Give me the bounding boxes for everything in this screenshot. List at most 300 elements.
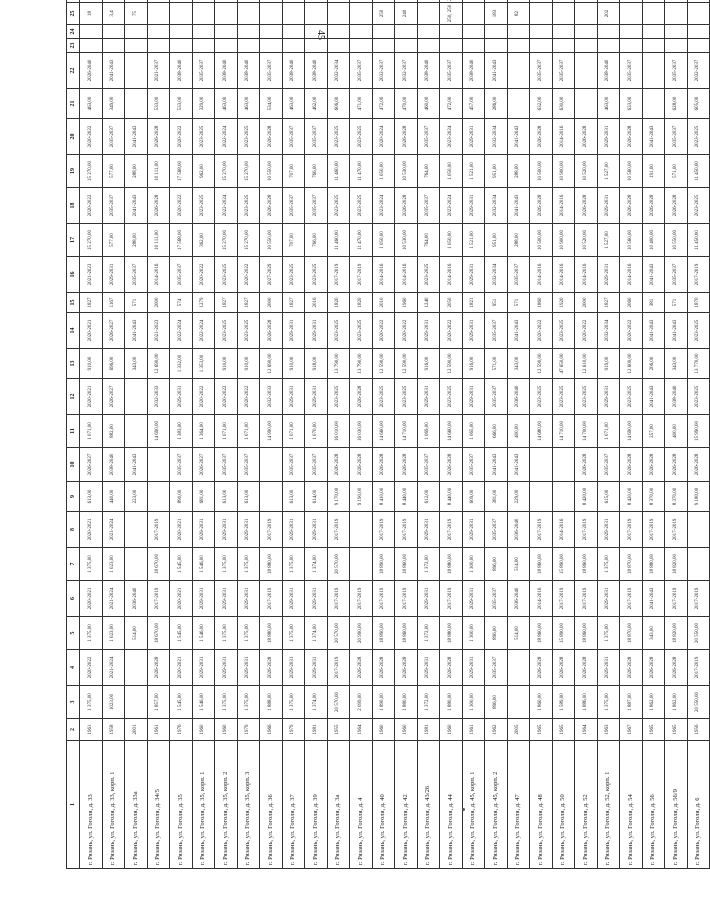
address-cell: г. Рязань, ул. Гоголя, д. 37 — [282, 741, 305, 869]
table-cell: 18 820,00 — [665, 617, 688, 650]
table-cell: 2023-2025 — [687, 313, 710, 349]
table-cell: 577,00 — [102, 155, 125, 188]
header-cell: 7 — [67, 548, 80, 581]
table-cell: 2026-2028 — [440, 650, 463, 686]
table-cell — [440, 25, 463, 39]
table-cell: 2035-2037 — [665, 53, 688, 89]
table-cell: 1820 — [350, 293, 373, 313]
table-cell: 2023-2025 — [687, 379, 710, 415]
table-cell: 10 520,00 — [575, 224, 598, 257]
table-cell: 2026-2028 — [147, 650, 170, 686]
table-cell: 18 880,00 — [440, 548, 463, 581]
table-cell: 2023-2025 — [282, 257, 305, 293]
table-cell: 2026-2028 — [350, 448, 373, 482]
table-cell — [125, 89, 148, 119]
table-cell: 2041-2043 — [125, 448, 148, 482]
table-cell: 2035-2037 — [440, 53, 463, 89]
table-cell — [170, 3, 193, 25]
address-cell: г. Рязань, ул. Гоголя, д. 36 — [260, 741, 283, 869]
table-cell: 1 375,00 — [80, 686, 103, 719]
table-cell: 2038-2040 — [305, 53, 328, 89]
table-cell: 577,00 — [102, 224, 125, 257]
table-cell — [417, 39, 440, 53]
table-cell: 2041-2043 — [125, 119, 148, 155]
table-cell: 2035-2037 — [597, 448, 620, 482]
table-cell: 951 — [485, 293, 508, 313]
table-cell: 2036-2040 — [507, 379, 530, 415]
table-cell: 14 700,00 — [575, 415, 598, 448]
page-number: 45 — [315, 30, 326, 40]
table-cell: 2026-2028 — [620, 188, 643, 224]
table-cell: 1 545,00 — [170, 686, 193, 719]
table-cell: 2026-2028 — [260, 188, 283, 224]
table-row — [192, 0, 215, 869]
table-cell — [530, 0, 553, 3]
table-cell: 1 375,00 — [80, 548, 103, 581]
table-cell: 2035-2037 — [552, 53, 575, 89]
table-cell: 1 375,00 — [237, 548, 260, 581]
table-cell: 463,00 — [80, 89, 103, 119]
table-cell: 2026-2028 — [395, 119, 418, 155]
table-cell: 1 071,00 — [282, 415, 305, 448]
table-cell: 18 670,00 — [147, 548, 170, 581]
table-cell: 1 300,00 — [462, 548, 485, 581]
table-cell: 2017-2019 — [260, 512, 283, 548]
table-cell: 14 710,00 — [552, 415, 575, 448]
table-cell: 2023-2025 — [327, 313, 350, 349]
table-cell — [282, 39, 305, 53]
header-cell: 5 — [67, 617, 80, 650]
table-cell — [620, 25, 643, 39]
table-cell: 1 375,00 — [237, 617, 260, 650]
table-cell: 8 420,00 — [575, 482, 598, 512]
table-cell: 457,00 — [462, 89, 485, 119]
table-cell: 10 500,00 — [530, 224, 553, 257]
table-cell: 2026-2028 — [147, 119, 170, 155]
table-cell: 574 — [170, 293, 193, 313]
table-cell: 2017-2019 — [350, 257, 373, 293]
table-cell — [417, 3, 440, 25]
table-cell: 1 050,00 — [372, 155, 395, 188]
table-cell: 2035-2037 — [215, 448, 238, 482]
table-cell: 2035-2037 — [170, 257, 193, 293]
table-cell: 514,00 — [507, 617, 530, 650]
table-cell: 14 990,00 — [260, 415, 283, 448]
table-cell: 2026-2028 — [350, 379, 373, 415]
table-cell: 2029-2031 — [462, 119, 485, 155]
table-cell: 2023-2025 — [395, 379, 418, 415]
table-cell: 20 550,00 — [687, 617, 710, 650]
table-cell: 1 372,00 — [417, 686, 440, 719]
table-cell — [192, 25, 215, 39]
header-cell: 12 — [67, 379, 80, 415]
table-cell: 2029-2031 — [305, 581, 328, 617]
table-cell: 2023-2025 — [350, 119, 373, 155]
table-cell: 257,00 — [642, 415, 665, 448]
table-cell: 910,00 — [215, 349, 238, 379]
table-cell: 1 383,00 — [170, 415, 193, 448]
table-cell: 8 410,00 — [372, 482, 395, 512]
table-cell: 2023-2025 — [552, 379, 575, 415]
table-cell: 1960 — [440, 719, 463, 741]
table-cell: 183 — [485, 3, 508, 25]
table-cell: 2041-2043 — [642, 119, 665, 155]
table-cell — [237, 25, 260, 39]
table-cell: 1960 — [372, 719, 395, 741]
table-cell: 1 375,00 — [282, 548, 305, 581]
table-cell — [507, 25, 530, 39]
table-cell: 2041-2043 — [125, 188, 148, 224]
header-cell: 22 — [67, 53, 80, 89]
table-cell: 18 — [80, 3, 103, 25]
table-cell: 2023-2025 — [372, 379, 395, 415]
repair-schedule-table — [66, 0, 710, 869]
table-cell: 2022-2024 — [170, 313, 193, 349]
table-row — [620, 0, 643, 869]
table-cell: 288,00 — [507, 155, 530, 188]
table-cell: 2022-2024 — [192, 313, 215, 349]
table-cell: 2026-2028 — [395, 650, 418, 686]
address-cell: г. Рязань, ул. Гоголя, д. 54 — [620, 741, 643, 869]
table-cell — [282, 25, 305, 39]
table-cell: 615,00 — [597, 482, 620, 512]
table-cell: 2026-2028 — [530, 119, 553, 155]
header-cell: 11 — [67, 415, 80, 448]
table-row — [282, 0, 305, 869]
table-cell: 2021-2023 — [147, 313, 170, 349]
table-cell — [530, 482, 553, 512]
table-cell: 2020-2022 — [530, 313, 553, 349]
table-cell: 2035-2037 — [417, 119, 440, 155]
table-cell: 2029-2031 — [305, 512, 328, 548]
table-row — [417, 0, 440, 869]
table-cell — [125, 53, 148, 89]
table-cell: 9 180,00 — [687, 482, 710, 512]
table-cell: 514,00 — [507, 548, 530, 581]
table-cell: 202 — [597, 3, 620, 25]
table-cell: 2023-2025 — [417, 257, 440, 293]
table-body — [67, 0, 710, 869]
table-cell: 15 270,00 — [215, 155, 238, 188]
table-cell: 343,00 — [642, 617, 665, 650]
table-cell — [327, 3, 350, 25]
table-cell: 1 545,00 — [170, 548, 193, 581]
table-cell: 8 440,00 — [440, 482, 463, 512]
table-cell: 462,00 — [305, 89, 328, 119]
table-cell: 2014-2016 — [530, 257, 553, 293]
table-cell: 2050 — [440, 293, 463, 313]
table-cell: 1 332,00 — [170, 349, 193, 379]
table-cell: 2021-2024 — [102, 581, 125, 617]
table-cell — [552, 25, 575, 39]
table-cell — [552, 482, 575, 512]
table-cell: 250 — [372, 3, 395, 25]
table-cell: 2014-2016 — [372, 257, 395, 293]
table-cell — [665, 3, 688, 25]
table-cell: 2023-2025 — [687, 119, 710, 155]
table-cell: 2017-2019 — [395, 512, 418, 548]
table-cell: 1 374,00 — [305, 686, 328, 719]
table-cell: 2026-2028 — [620, 650, 643, 686]
table-cell: 1 375,00 — [215, 686, 238, 719]
table-cell: 2041-2043 — [642, 257, 665, 293]
table-cell: 2029-2031 — [237, 650, 260, 686]
table-cell: 2029-2031 — [597, 119, 620, 155]
table-cell: 2017-2019 — [147, 581, 170, 617]
table-row — [597, 0, 620, 869]
table-cell: 1976 — [170, 719, 193, 741]
table-cell: 2032-2037 — [372, 53, 395, 89]
table-cell: 2020-2021 — [80, 512, 103, 548]
table-cell: 1956 — [687, 719, 710, 741]
table-cell — [237, 3, 260, 25]
table-cell: 14 680,00 — [530, 415, 553, 448]
table-cell: 2029-2031 — [597, 512, 620, 548]
table-cell: 47 650,00 — [552, 349, 575, 379]
table-cell — [305, 3, 328, 25]
table-cell: 2023-2025 — [215, 313, 238, 349]
table-row — [147, 0, 170, 869]
table-cell: 2017-2019 — [327, 512, 350, 548]
address-cell: г. Рязань, ул. Гоголя, д. 40 — [372, 741, 395, 869]
table-cell: 13 770,00 — [687, 349, 710, 379]
table-cell — [305, 39, 328, 53]
table-cell: 1965 — [665, 719, 688, 741]
table-cell: 2032-2034 — [485, 119, 508, 155]
table-cell — [575, 53, 598, 89]
table-cell: 2035-2037 — [507, 257, 530, 293]
table-cell — [350, 25, 373, 39]
table-cell — [417, 0, 440, 3]
rotated-table-container — [66, 4, 702, 869]
header-cell: 13 — [67, 349, 80, 379]
table-cell — [485, 25, 508, 39]
table-cell: 2029-2031 — [462, 512, 485, 548]
table-cell: 1 372,00 — [417, 617, 440, 650]
table-cell — [102, 0, 125, 3]
table-cell: 11 470,00 — [350, 224, 373, 257]
table-cell: 463,00 — [237, 89, 260, 119]
table-cell: 1 375,00 — [282, 686, 305, 719]
table-cell: 2020-2022 — [170, 188, 193, 224]
table-cell: 2041-2043 — [485, 53, 508, 89]
table-cell: 962,00 — [192, 155, 215, 188]
table-cell: 666,00 — [485, 415, 508, 448]
table-cell: 764,00 — [417, 155, 440, 188]
table-cell: 2000 — [147, 293, 170, 313]
table-cell: 1 300,00 — [462, 617, 485, 650]
table-cell: 400,00 — [665, 415, 688, 448]
table-cell: 2023-2025 — [350, 313, 373, 349]
table-cell: 2014-2016 — [395, 257, 418, 293]
table-cell: 571 — [125, 293, 148, 313]
table-cell: 614,00 — [305, 482, 328, 512]
table-cell: 2020-2022 — [372, 313, 395, 349]
table-cell: 2021-2037 — [147, 53, 170, 89]
table-cell — [147, 3, 170, 25]
address-cell: г. Рязань, ул. Гоголя, д. 33а — [125, 741, 148, 869]
table-cell: 2020-2022 — [237, 257, 260, 293]
table-cell: 2029-2031 — [597, 188, 620, 224]
table-cell — [147, 39, 170, 53]
table-cell: 1 880,00 — [440, 686, 463, 719]
table-row — [125, 0, 148, 869]
table-cell: 15 270,00 — [237, 224, 260, 257]
table-row — [305, 0, 328, 869]
header-cell: 18 — [67, 188, 80, 224]
table-cell: 18 670,00 — [147, 617, 170, 650]
table-cell: 2029-2031 — [170, 379, 193, 415]
table-cell: 2041-2043 — [507, 313, 530, 349]
table-cell: 2035-2037 — [102, 188, 125, 224]
table-cell — [575, 0, 598, 3]
table-cell: 2032-2034 — [485, 257, 508, 293]
table-cell: 2029-2031 — [462, 313, 485, 349]
table-cell: 1 589,00 — [552, 686, 575, 719]
table-cell — [575, 25, 598, 39]
table-cell: 2023-2025 — [327, 188, 350, 224]
table-cell: 12 610,00 — [575, 349, 598, 379]
table-cell: 1 527,00 — [597, 224, 620, 257]
table-cell: 2017-2019 — [395, 581, 418, 617]
table-cell: 2036-2040 — [125, 581, 148, 617]
table-cell: 2035-2037 — [417, 448, 440, 482]
table-cell: 1 374,00 — [305, 548, 328, 581]
table-cell: 1 353,00 — [192, 349, 215, 379]
table-cell — [260, 448, 283, 482]
rotated-table-area — [66, 4, 702, 869]
table-cell: 910,00 — [237, 349, 260, 379]
table-cell: 2026-2028 — [372, 650, 395, 686]
table-cell: 2026-2028 — [642, 188, 665, 224]
table-cell: 2014-2016 — [552, 188, 575, 224]
table-cell: 2023-2025 — [237, 313, 260, 349]
table-cell: 2020-2021 — [80, 581, 103, 617]
table-cell: 2036-2040 — [507, 581, 530, 617]
table-cell: 2032-2033 — [260, 379, 283, 415]
table-cell: 2020-2021 — [80, 313, 103, 349]
table-cell — [350, 39, 373, 53]
table-cell: 2017-2019 — [372, 581, 395, 617]
table-row — [687, 0, 710, 869]
address-cell: г. Рязань, ул. Гоголя, д. 44 — [440, 741, 463, 869]
table-cell: 400,00 — [507, 415, 530, 448]
table-cell: 8 440,00 — [395, 482, 418, 512]
table-cell — [125, 548, 148, 581]
address-cell: г. Рязань, ул. Гоголя, д. 47 — [507, 741, 530, 869]
address-cell: г. Рязань, ул. Гоголя, д. 35, корп. 1 — [192, 741, 215, 869]
table-cell: 1870 — [687, 293, 710, 313]
table-cell: 250, 250 — [440, 3, 463, 25]
table-cell: 2023-2025 — [620, 379, 643, 415]
table-cell: 1 375,00 — [597, 548, 620, 581]
table-cell — [125, 415, 148, 448]
table-cell: 18 860,00 — [530, 617, 553, 650]
table-cell: 2017-2019 — [687, 581, 710, 617]
table-cell: 571 — [665, 293, 688, 313]
table-cell: 2017-2019 — [147, 512, 170, 548]
table-cell — [350, 3, 373, 25]
table-cell: 18 880,00 — [260, 617, 283, 650]
table-cell: 2026-2028 — [575, 448, 598, 482]
table-cell: 2021-2023 — [80, 257, 103, 293]
table-cell: 1827 — [215, 293, 238, 313]
table-cell: 2026-2028 — [552, 650, 575, 686]
table-cell: 2029-2031 — [192, 512, 215, 548]
table-cell: 2026-2027 — [80, 448, 103, 482]
table-cell: 472,00 — [372, 89, 395, 119]
table-cell: 2000 — [260, 293, 283, 313]
table-cell: 2035-2037 — [282, 448, 305, 482]
table-cell: 1967 — [620, 719, 643, 741]
table-cell: 286,00 — [485, 89, 508, 119]
table-cell: 2023-2025 — [530, 379, 553, 415]
table-cell: 13 790,00 — [350, 349, 373, 379]
table-cell: 2023-2025 — [192, 188, 215, 224]
table-cell: 10 530,00 — [395, 155, 418, 188]
table-cell: 2026-2027 — [102, 379, 125, 415]
table-cell: 18 880,00 — [642, 548, 665, 581]
table-cell: 2035-2037 — [462, 448, 485, 482]
table-cell: 9 190,00 — [350, 482, 373, 512]
table-cell — [507, 39, 530, 53]
table-cell: 2029-2031 — [417, 512, 440, 548]
header-row — [67, 0, 80, 869]
table-cell: 18 890,00 — [372, 548, 395, 581]
table-cell: 2017-2019 — [440, 581, 463, 617]
table-cell: 707,00 — [282, 155, 305, 188]
table-cell: 10 111,00 — [147, 155, 170, 188]
table-cell: 1167 — [102, 293, 125, 313]
table-cell: 1981 — [417, 719, 440, 741]
table-cell: 1960 — [395, 293, 418, 313]
table-cell: 2029-2031 — [282, 650, 305, 686]
table-cell: 2035-2037 — [170, 448, 193, 482]
table-cell: 2026-2028 — [530, 188, 553, 224]
table-cell: 2035-2037 — [620, 53, 643, 89]
table-cell: 918,00 — [305, 349, 328, 379]
table-cell — [372, 25, 395, 39]
table-cell: 1960 — [215, 719, 238, 741]
table-cell: 2020-2021 — [170, 650, 193, 686]
table-cell: 2005 — [507, 719, 530, 741]
table-cell: 1 050,00 — [440, 155, 463, 188]
table-cell: 2023-2025 — [575, 379, 598, 415]
table-cell: 1965 — [530, 719, 553, 741]
table-cell: 1961 — [462, 719, 485, 741]
table-cell: 1963 — [597, 719, 620, 741]
table-cell: 2035-2037 — [485, 581, 508, 617]
table-cell — [507, 53, 530, 89]
table-cell — [462, 39, 485, 53]
table-cell: 2014-2016 — [575, 257, 598, 293]
address-cell: г. Рязань, ул. Гоголя, д. 45, корп. 1 — [462, 741, 485, 869]
table-cell: 2038-2040 — [665, 379, 688, 415]
table-cell: 463,00 — [282, 89, 305, 119]
table-cell: 2021-2024 — [102, 650, 125, 686]
table-cell — [372, 0, 395, 3]
table-cell: 2023-2024 — [440, 119, 463, 155]
table-cell: 2020-2021 — [170, 581, 193, 617]
table-cell — [260, 0, 283, 3]
table-cell: 1820 — [327, 293, 350, 313]
table-cell: 2023-2025 — [687, 188, 710, 224]
table-cell: 2023-2025 — [440, 379, 463, 415]
table-cell: 2035-2037 — [485, 650, 508, 686]
table-cell: 613,00 — [237, 482, 260, 512]
table-row — [327, 0, 350, 869]
header-cell: 15 — [67, 293, 80, 313]
